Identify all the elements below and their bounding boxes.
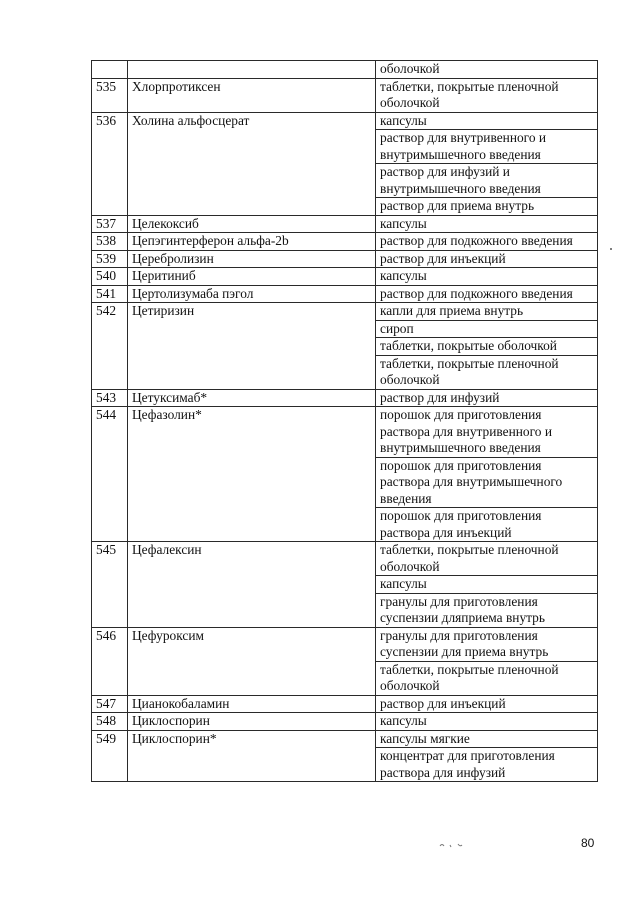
dosage-form: таблетки, покрытые оболочкой xyxy=(376,338,598,356)
dosage-form: раствор для подкожного введения xyxy=(376,285,598,303)
dosage-form: раствор для подкожного введения xyxy=(376,233,598,251)
row-number: 538 xyxy=(92,233,128,251)
table-row xyxy=(92,389,598,407)
dosage-form: капсулы xyxy=(376,112,598,130)
row-number: 549 xyxy=(92,730,128,782)
handwritten-mark-icon xyxy=(438,842,466,848)
row-number xyxy=(92,61,128,79)
drug-name: Цепэгинтерферон альфа-2b xyxy=(128,233,376,251)
drug-name: Целекоксиб xyxy=(128,215,376,233)
dosage-form: таблетки, покрытые пленочной оболочкой xyxy=(376,661,598,695)
drug-name: Цианокобаламин xyxy=(128,695,376,713)
table-row xyxy=(92,542,598,576)
dosage-form: таблетки, покрытые пленочной оболочкой xyxy=(376,78,598,112)
row-number: 539 xyxy=(92,250,128,268)
dosage-form: порошок для приготовления раствора для внутримышечного введения xyxy=(376,457,598,508)
dosage-form: концентрат для приготовления раствора для инфузий xyxy=(376,748,598,782)
dosage-form: сироп xyxy=(376,320,598,338)
row-number: 545 xyxy=(92,542,128,628)
dosage-form: капсулы xyxy=(376,713,598,731)
dosage-form: капсулы мягкие xyxy=(376,730,598,748)
table-row xyxy=(92,407,598,458)
dosage-form: капсулы xyxy=(376,576,598,594)
row-number: 546 xyxy=(92,627,128,695)
dosage-form: капсулы xyxy=(376,268,598,286)
table-row xyxy=(92,730,598,748)
table-row xyxy=(92,627,598,661)
drug-table xyxy=(91,60,598,782)
dosage-form: раствор для инфузий и внутримышечного введения xyxy=(376,164,598,198)
drug-name: Церебролизин xyxy=(128,250,376,268)
drug-name: Циклоспорин xyxy=(128,713,376,731)
dosage-form: оболочкой xyxy=(376,61,598,79)
row-number: 535 xyxy=(92,78,128,112)
dosage-form: раствор для внутривенного и внутримышечного введения xyxy=(376,130,598,164)
drug-name: Цетуксимаб* xyxy=(128,389,376,407)
table-row xyxy=(92,78,598,112)
drug-name: Церитиниб xyxy=(128,268,376,286)
drug-name: Хлорпротиксен xyxy=(128,78,376,112)
dosage-form: капсулы xyxy=(376,215,598,233)
row-number: 544 xyxy=(92,407,128,542)
table-row xyxy=(92,285,598,303)
table-row xyxy=(92,695,598,713)
row-number: 543 xyxy=(92,389,128,407)
table-row xyxy=(92,268,598,286)
drug-name: Цефуроксим xyxy=(128,627,376,695)
row-number: 536 xyxy=(92,112,128,215)
dosage-form: раствор для приема внутрь xyxy=(376,198,598,216)
drug-name: Цертолизумаба пэгол xyxy=(128,285,376,303)
dosage-form: раствор для инъекций xyxy=(376,250,598,268)
drug-name: Цефалексин xyxy=(128,542,376,628)
row-number: 542 xyxy=(92,303,128,390)
page-number: 80 xyxy=(581,836,595,850)
drug-name: Циклоспорин* xyxy=(128,730,376,782)
row-number: 541 xyxy=(92,285,128,303)
dosage-form: таблетки, покрытые пленочной оболочкой xyxy=(376,542,598,576)
table-row xyxy=(92,233,598,251)
row-number: 540 xyxy=(92,268,128,286)
row-number: 537 xyxy=(92,215,128,233)
row-number: 548 xyxy=(92,713,128,731)
dosage-form: гранулы для приготовления суспензии дляприема внутрь xyxy=(376,593,598,627)
table-row xyxy=(92,303,598,321)
table-row xyxy=(92,112,598,130)
dosage-form: капли для приема внутрь xyxy=(376,303,598,321)
dosage-form: таблетки, покрытые пленочной оболочкой xyxy=(376,355,598,389)
drug-name: Цетиризин xyxy=(128,303,376,390)
dosage-form: раствор для инъекций xyxy=(376,695,598,713)
table-row xyxy=(92,250,598,268)
scan-dot xyxy=(610,248,612,250)
dosage-form: гранулы для приготовления суспензии для приема внутрь xyxy=(376,627,598,661)
row-number: 547 xyxy=(92,695,128,713)
table-row xyxy=(92,713,598,731)
drug-name: Цефазолин* xyxy=(128,407,376,542)
dosage-form: порошок для приготовления раствора для внутривенного и внутримышечного введения xyxy=(376,407,598,458)
drug-name: Холина альфосцерат xyxy=(128,112,376,215)
table-row xyxy=(92,215,598,233)
table-row xyxy=(92,61,598,79)
dosage-form: порошок для приготовления раствора для инъекций xyxy=(376,508,598,542)
dosage-form: раствор для инфузий xyxy=(376,389,598,407)
drug-name xyxy=(128,61,376,79)
